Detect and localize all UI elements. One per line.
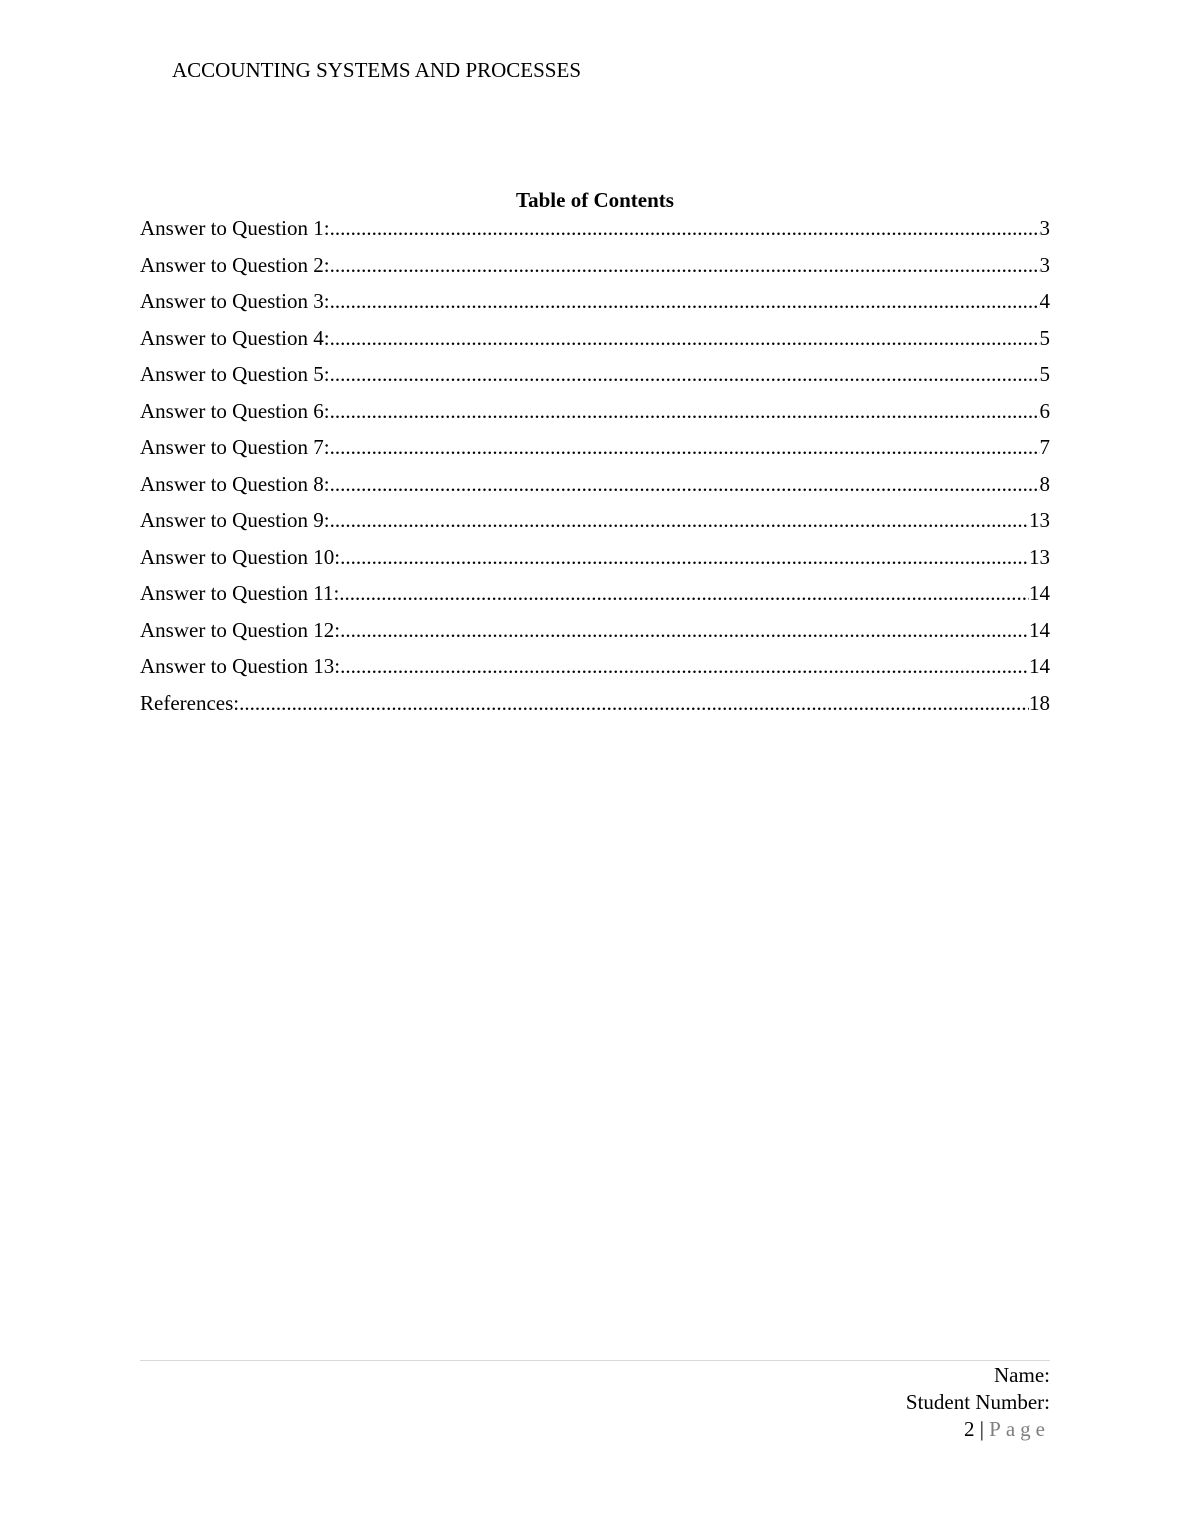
toc-entry[interactable] [140,470,1050,507]
toc-entry[interactable] [140,287,1050,324]
toc-entry-page: 14 [1029,581,1050,605]
toc-dot-leader [330,470,1040,498]
toc-dot-leader [239,689,1029,717]
footer-page-word: Page [989,1417,1050,1441]
toc-entry-label: Answer to Question 6: [140,398,330,423]
toc-entry-page: 13 [1029,508,1050,532]
toc-entry[interactable] [140,616,1050,653]
toc-entry[interactable] [140,506,1050,543]
toc-entry[interactable] [140,543,1050,580]
toc-entry[interactable] [140,214,1050,251]
toc-entry-page: 14 [1029,654,1050,678]
toc-dot-leader [340,543,1029,571]
toc-entry-page: 5 [1039,362,1050,386]
footer-name-label: Name: [994,1363,1050,1387]
toc-entry-page: 5 [1039,325,1050,350]
toc-dot-leader [340,652,1029,680]
toc-entry-label: Answer to Question 5: [140,362,330,386]
toc-entry[interactable] [140,397,1050,434]
toc-entry[interactable] [140,579,1050,616]
footer-page-number: 2 [963,1417,975,1441]
toc-entry-label: Answer to Question 8: [140,471,330,496]
toc-entry-page: 8 [1039,471,1050,496]
toc-entry-page: 3 [1039,216,1050,240]
toc-entry-page: 6 [1039,398,1050,423]
toc-entry-label: Answer to Question 2: [140,252,330,277]
toc-dot-leader [330,214,1040,242]
toc-dot-leader [339,579,1029,607]
toc-entry[interactable] [140,251,1050,288]
toc-entry-label: Answer to Question 4: [140,325,330,350]
toc-entry-label: Answer to Question 9: [140,508,330,532]
toc-entry-page: 3 [1039,252,1050,277]
toc-entry[interactable] [140,689,1050,726]
toc-entry-label: Answer to Question 10: [140,544,341,569]
toc-heading: Table of Contents [516,188,674,212]
toc-entry-label: References: [140,690,240,715]
toc-entry-label: Answer to Question 11: [140,581,340,605]
toc-entry-label: Answer to Question 7: [140,435,330,459]
toc-dot-leader [330,360,1040,388]
toc-entry-label: Answer to Question 1: [140,216,330,240]
toc-entry-label: Answer to Question 13: [140,654,341,678]
toc-dot-leader [330,287,1040,315]
toc-entry-page: 4 [1039,289,1050,313]
toc-entry[interactable] [140,360,1050,397]
toc-dot-leader [330,251,1040,279]
toc-dot-leader [330,324,1040,352]
toc-dot-leader [330,506,1029,534]
toc-entry[interactable] [140,652,1050,689]
toc-entry-label: Answer to Question 3: [140,289,330,313]
table-of-contents [140,214,1050,725]
toc-entry-page: 13 [1029,544,1050,569]
toc-entry[interactable] [140,324,1050,361]
toc-dot-leader [330,433,1040,461]
toc-entry-page: 18 [1029,690,1050,715]
toc-entry[interactable] [140,433,1050,470]
toc-dot-leader [330,397,1040,425]
toc-entry-page: 14 [1029,617,1050,642]
toc-entry-page: 7 [1039,435,1050,459]
footer-page-indicator [906,1416,1050,1443]
toc-dot-leader [340,616,1029,644]
footer-separator: | [974,1417,990,1441]
document-header-title: ACCOUNTING SYSTEMS AND PROCESSES [172,58,581,82]
footer-divider [140,1360,1050,1361]
footer-student-number-label: Student Number: [905,1390,1050,1414]
page-footer [906,1362,1050,1443]
toc-entry-label: Answer to Question 12: [140,617,341,642]
